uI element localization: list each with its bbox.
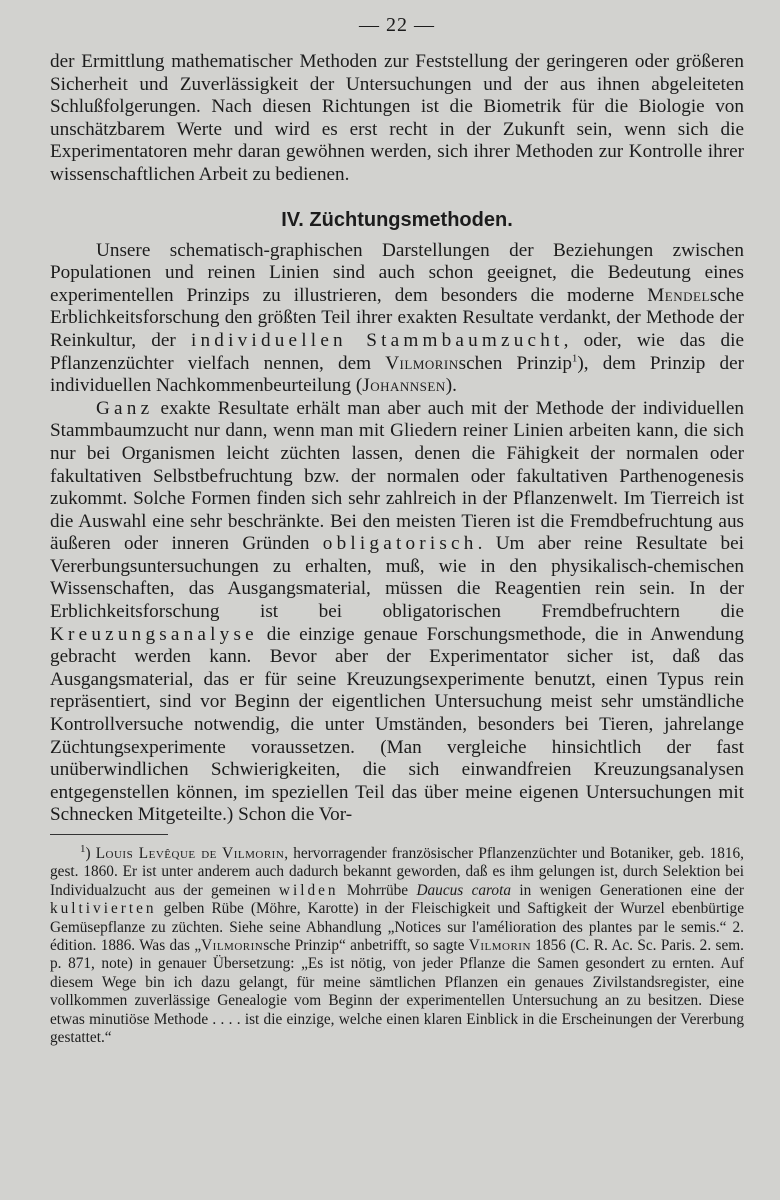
main-text [50,51,744,827]
name-johannsen: Johannsen [362,375,446,397]
emphasis-wilden: wilden [278,881,339,899]
emphasis-kreuzungsanalyse: Kreuzungsanalyse [50,623,258,645]
emphasis-ganz: Ganz [96,397,154,419]
paragraph-pure-lines: Unsere schematisch-graphischen Darstellungen der Beziehungen zwischen Populationen und reinen Linien sind auch schon geeignet, die Bedeutung eines experimentellen Prinzips zu illustrieren, dem besonders die moderne Mendelsche Erblichkeitsforschung den größten Teil ihrer exakten Resultate verdankt, der Methode der Reinkultur, der individuellen Stammbaumzucht, oder, wie das die Pflanzenzüchter vielfach nennen, dem Vilmorinschen Prinzip$^1$), dem Prinzip der individuellen Nachkommenbeurteilung (Johannsen). [50,239,744,397]
footnote-text: $^1$) Louis Levêque de Vilmorin, hervorragender französischer Pflanzenzüchter und Botaniker, geb. 1816, gest. 1860. Er ist unter anderem auch dadurch bekannt geworden, daß es ihm gelungen ist, durch Selektion bei Individualzucht aus der gemeinen wilden Mohrrübe Daucus carota in wenigen Generationen eine der kultivierten gelben Rübe (Möhre, Karotte) in der Fleischigkeit und Saftigkeit der Wurzel ebenbürtige Gemüsepflanze zu züchten. Siehe seine Abhandlung „Notices sur l'amélioration des plantes par le semis.“ 2. édition. 1886. Was das „Vilmorinsche Prinzip“ anbetrifft, so sagte Vilmorin 1856 (C. R. Ac. Sc. Paris. 2. sem. p. 871, note) in genauer Übersetzung: „Es ist nötig, von jeder Pflanze die Samen gesondert zu ernten. Auf diesem Wege bin ich dazu gelangt, für meine sämtlichen Pflanzen ein genaues Zivilstandsregister, eine vollkommen zuverlässige Genealogie vom Beginn der experimentellen Untersuchung an zu besitzen. Diese etwas minutiöse Methode . . . . ist die einzige, welche einen klaren Einblick in die Erscheinungen der Vererbung gestattet.“ [50,842,744,1047]
name-vilmorin-fn2: Vilmorin [468,937,531,955]
emphasis-kultivierten: kultivierten [50,900,157,918]
footnote-ref: 1 [571,352,578,365]
name-mendel: Mendel [647,284,710,306]
name-vilmorin: Vilmorin [385,352,459,374]
footnote-mark: 1 [80,842,86,855]
section-heading: IV. Züchtungsmethoden. [281,208,513,231]
paragraph-exact-results: Ganz exakte Resultate erhält man aber auch mit der Methode der individuellen Stammbaumzucht nur dann, wenn man mit Gliedern reiner Linien arbeiten kann, die sich nur bei Organismen leicht züchten lassen, denen die Fähigkeit der normalen oder fakultativen Selbstbefruchtung bzw. der normalen oder fakultativen Parthenogenesis zukommt. Solche Formen finden sich sehr zahlreich in der Pflanzenwelt. Im Tierreich ist die Auswahl eine sehr beschränkte. Bei den meisten Tieren ist die Fremdbefruchtung aus äußeren oder inneren Gründen obligatorisch. Um aber reine Resultate bei Vererbungsuntersuchungen zu erhalten, muß, wie in den physikalisch-chemischen Wissenschaften, das Ausgangsmaterial, müssen die Reagentien rein sein. In der Erblichkeitsforschung ist bei obligatorischen Fremdbefruchtern die Kreuzungsanalyse die einzige genaue Forschungsmethode, die in Anwendung gebracht werden kann. Bevor aber der Experimentator sicher ist, daß das Ausgangsmaterial, das er für seine Kreuzungsexperimente benutzt, einen Typus rein repräsentiert, sind vor Beginn der eigentlichen Untersuchung meist sehr umständliche Kontrollversuche notwendig, die unter Umständen, besonders bei Tieren, jahrelange Züchtungsexperimente voraussetzen. (Man vergleiche hinsichtlich der fast unüberwindlichen Schwierigkeiten, die sich einwandfreien Kreuzungsanalysen entgegenstellen können, im speziellen Teil das über meine eigenen Untersuchungen mit Schnecken Mitgeteilte.) Schon die Vor- [50,397,744,826]
emphasis-stammbaumzucht: individuellen Stammbaumzucht [190,329,564,351]
emphasis-obligatorisch: obligatorisch [322,533,478,555]
species-name: Daucus carota [416,881,511,899]
page-number: — 22 — [359,14,435,36]
paragraph-biometrics: der Ermittlung mathematischer Methoden zur Feststellung der geringeren oder größeren Sicherheit und Zuverlässigkeit der Untersuchungen und der aus ihnen abgeleiteten Schlußfolgerungen. Nach diesen Richtungen ist die Biometrik für die Biologie von unschätzbarem Werte und wird es erst recht in der Zukunft sein, wenn sich die Experimentatoren mehr daran gewöhnen werden, sich ihrer Methoden zur Kontrolle ihrer wissenschaftlichen Arbeit zu bedienen. [50,51,744,185]
name-vilmorin-fn1: Vilmorin [201,937,264,955]
footnote-name: Louis Levêque de Vilmorin [95,845,285,862]
footnote [50,842,744,1047]
footnote-divider [50,834,168,835]
